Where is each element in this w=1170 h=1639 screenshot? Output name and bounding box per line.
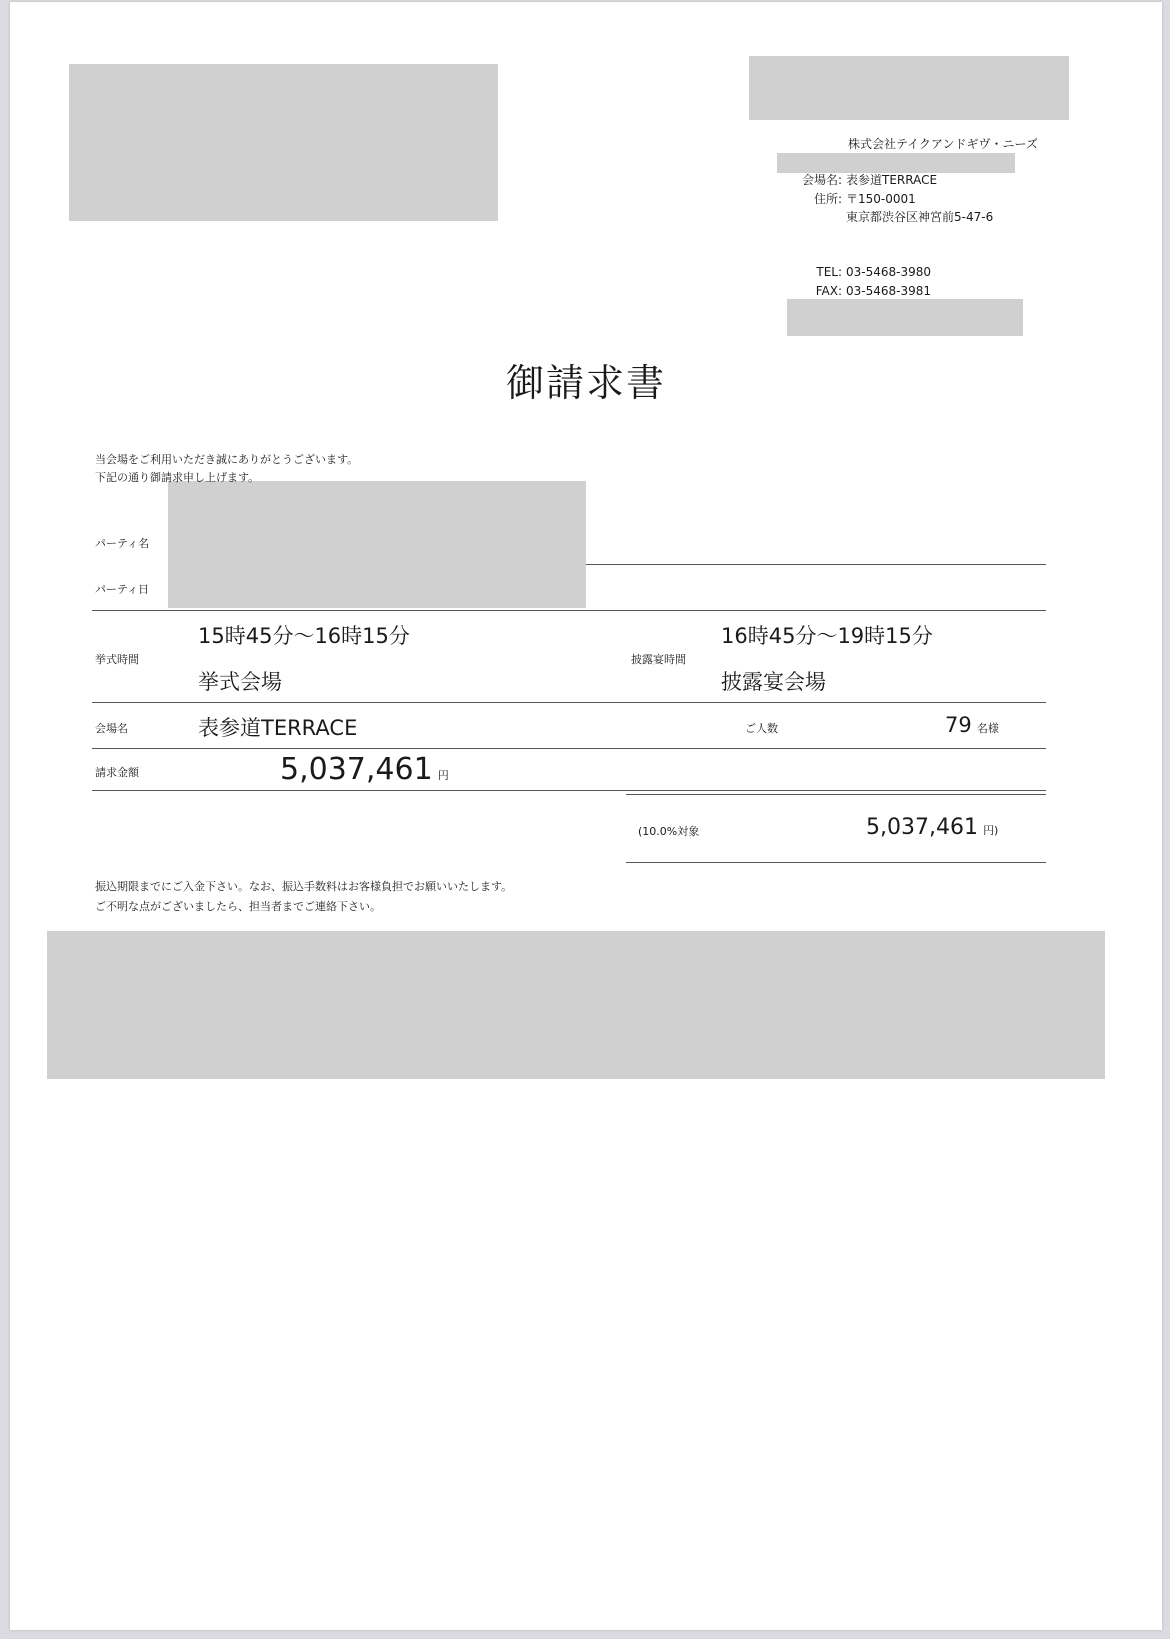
redacted-issuer-line xyxy=(777,153,1015,173)
venue-value: 表参道TERRACE xyxy=(198,716,358,740)
issuer-venue xyxy=(790,171,937,189)
issuer-venue-label: 会場名: xyxy=(801,173,842,187)
reception-venue: 披露宴会場 xyxy=(721,670,826,694)
invoice-page xyxy=(10,2,1162,1630)
divider-7 xyxy=(626,862,1046,863)
party-date-label: パーティ日 xyxy=(95,583,150,596)
divider-2 xyxy=(92,610,1046,611)
amount-unit: 円 xyxy=(437,769,449,782)
issuer-tel-label: TEL: xyxy=(816,265,842,279)
ceremony-venue: 挙式会場 xyxy=(198,670,282,694)
issuer-fax xyxy=(790,282,931,300)
intro-line-2: 下記の通り御請求申し上げます。 xyxy=(95,471,260,484)
issuer-fax-value: 03-5468-3981 xyxy=(846,284,932,298)
venue-label: 会場名 xyxy=(95,722,128,735)
tax-label: (10.0%対象 xyxy=(638,825,700,838)
reception-time: 16時45分〜19時15分 xyxy=(721,624,933,648)
issuer-postal xyxy=(790,190,916,208)
amount-value: 5,037,461 xyxy=(280,752,433,787)
issuer-company: 株式会社テイクアンドギヴ・ニーズ xyxy=(848,137,1038,151)
amount xyxy=(280,752,449,787)
redacted-recipient xyxy=(69,64,498,221)
issuer-postal-value: 〒150-0001 xyxy=(846,192,916,206)
divider-4 xyxy=(92,748,1046,749)
guests-label: ご人数 xyxy=(745,722,778,735)
reception-time-label: 披露宴時間 xyxy=(631,653,686,666)
issuer-tel-value: 03-5468-3980 xyxy=(846,265,932,279)
divider-1 xyxy=(586,564,1046,565)
redacted-party-info xyxy=(168,481,586,608)
divider-6 xyxy=(626,794,1046,795)
redacted-stamp xyxy=(787,299,1023,336)
note-line-2: ご不明な点がございましたら、担当者までご連絡下さい。 xyxy=(95,900,381,913)
guests-value: 79 xyxy=(945,713,972,737)
issuer-fax-label: FAX: xyxy=(815,284,842,298)
tax-amount-value: 5,037,461 xyxy=(866,815,978,840)
intro-line-1: 当会場をご利用いただき誠にありがとうございます。 xyxy=(95,453,359,466)
note-line-1: 振込期限までにご入金下さい。なお、振込手数料はお客様負担でお願いいたします。 xyxy=(95,880,513,893)
tax-amount xyxy=(866,815,998,840)
issuer-venue-value: 表参道TERRACE xyxy=(846,173,938,187)
issuer-address: 東京都渋谷区神宮前5-47-6 xyxy=(846,210,994,224)
divider-3 xyxy=(92,702,1046,703)
issuer-address-label: 住所: xyxy=(813,192,842,206)
guests-count xyxy=(945,713,999,737)
redacted-bank-info xyxy=(47,931,1105,1079)
document-title: 御請求書 xyxy=(505,361,666,405)
divider-5 xyxy=(92,790,1046,791)
party-name-label: パーティ名 xyxy=(95,537,150,550)
amount-label: 請求金額 xyxy=(95,766,139,779)
guests-unit: 名様 xyxy=(976,722,999,735)
ceremony-time-label: 挙式時間 xyxy=(95,653,139,666)
issuer-tel xyxy=(790,263,931,281)
redacted-logo xyxy=(749,56,1069,120)
ceremony-time: 15時45分〜16時15分 xyxy=(198,624,410,648)
tax-amount-unit: 円) xyxy=(983,824,999,837)
